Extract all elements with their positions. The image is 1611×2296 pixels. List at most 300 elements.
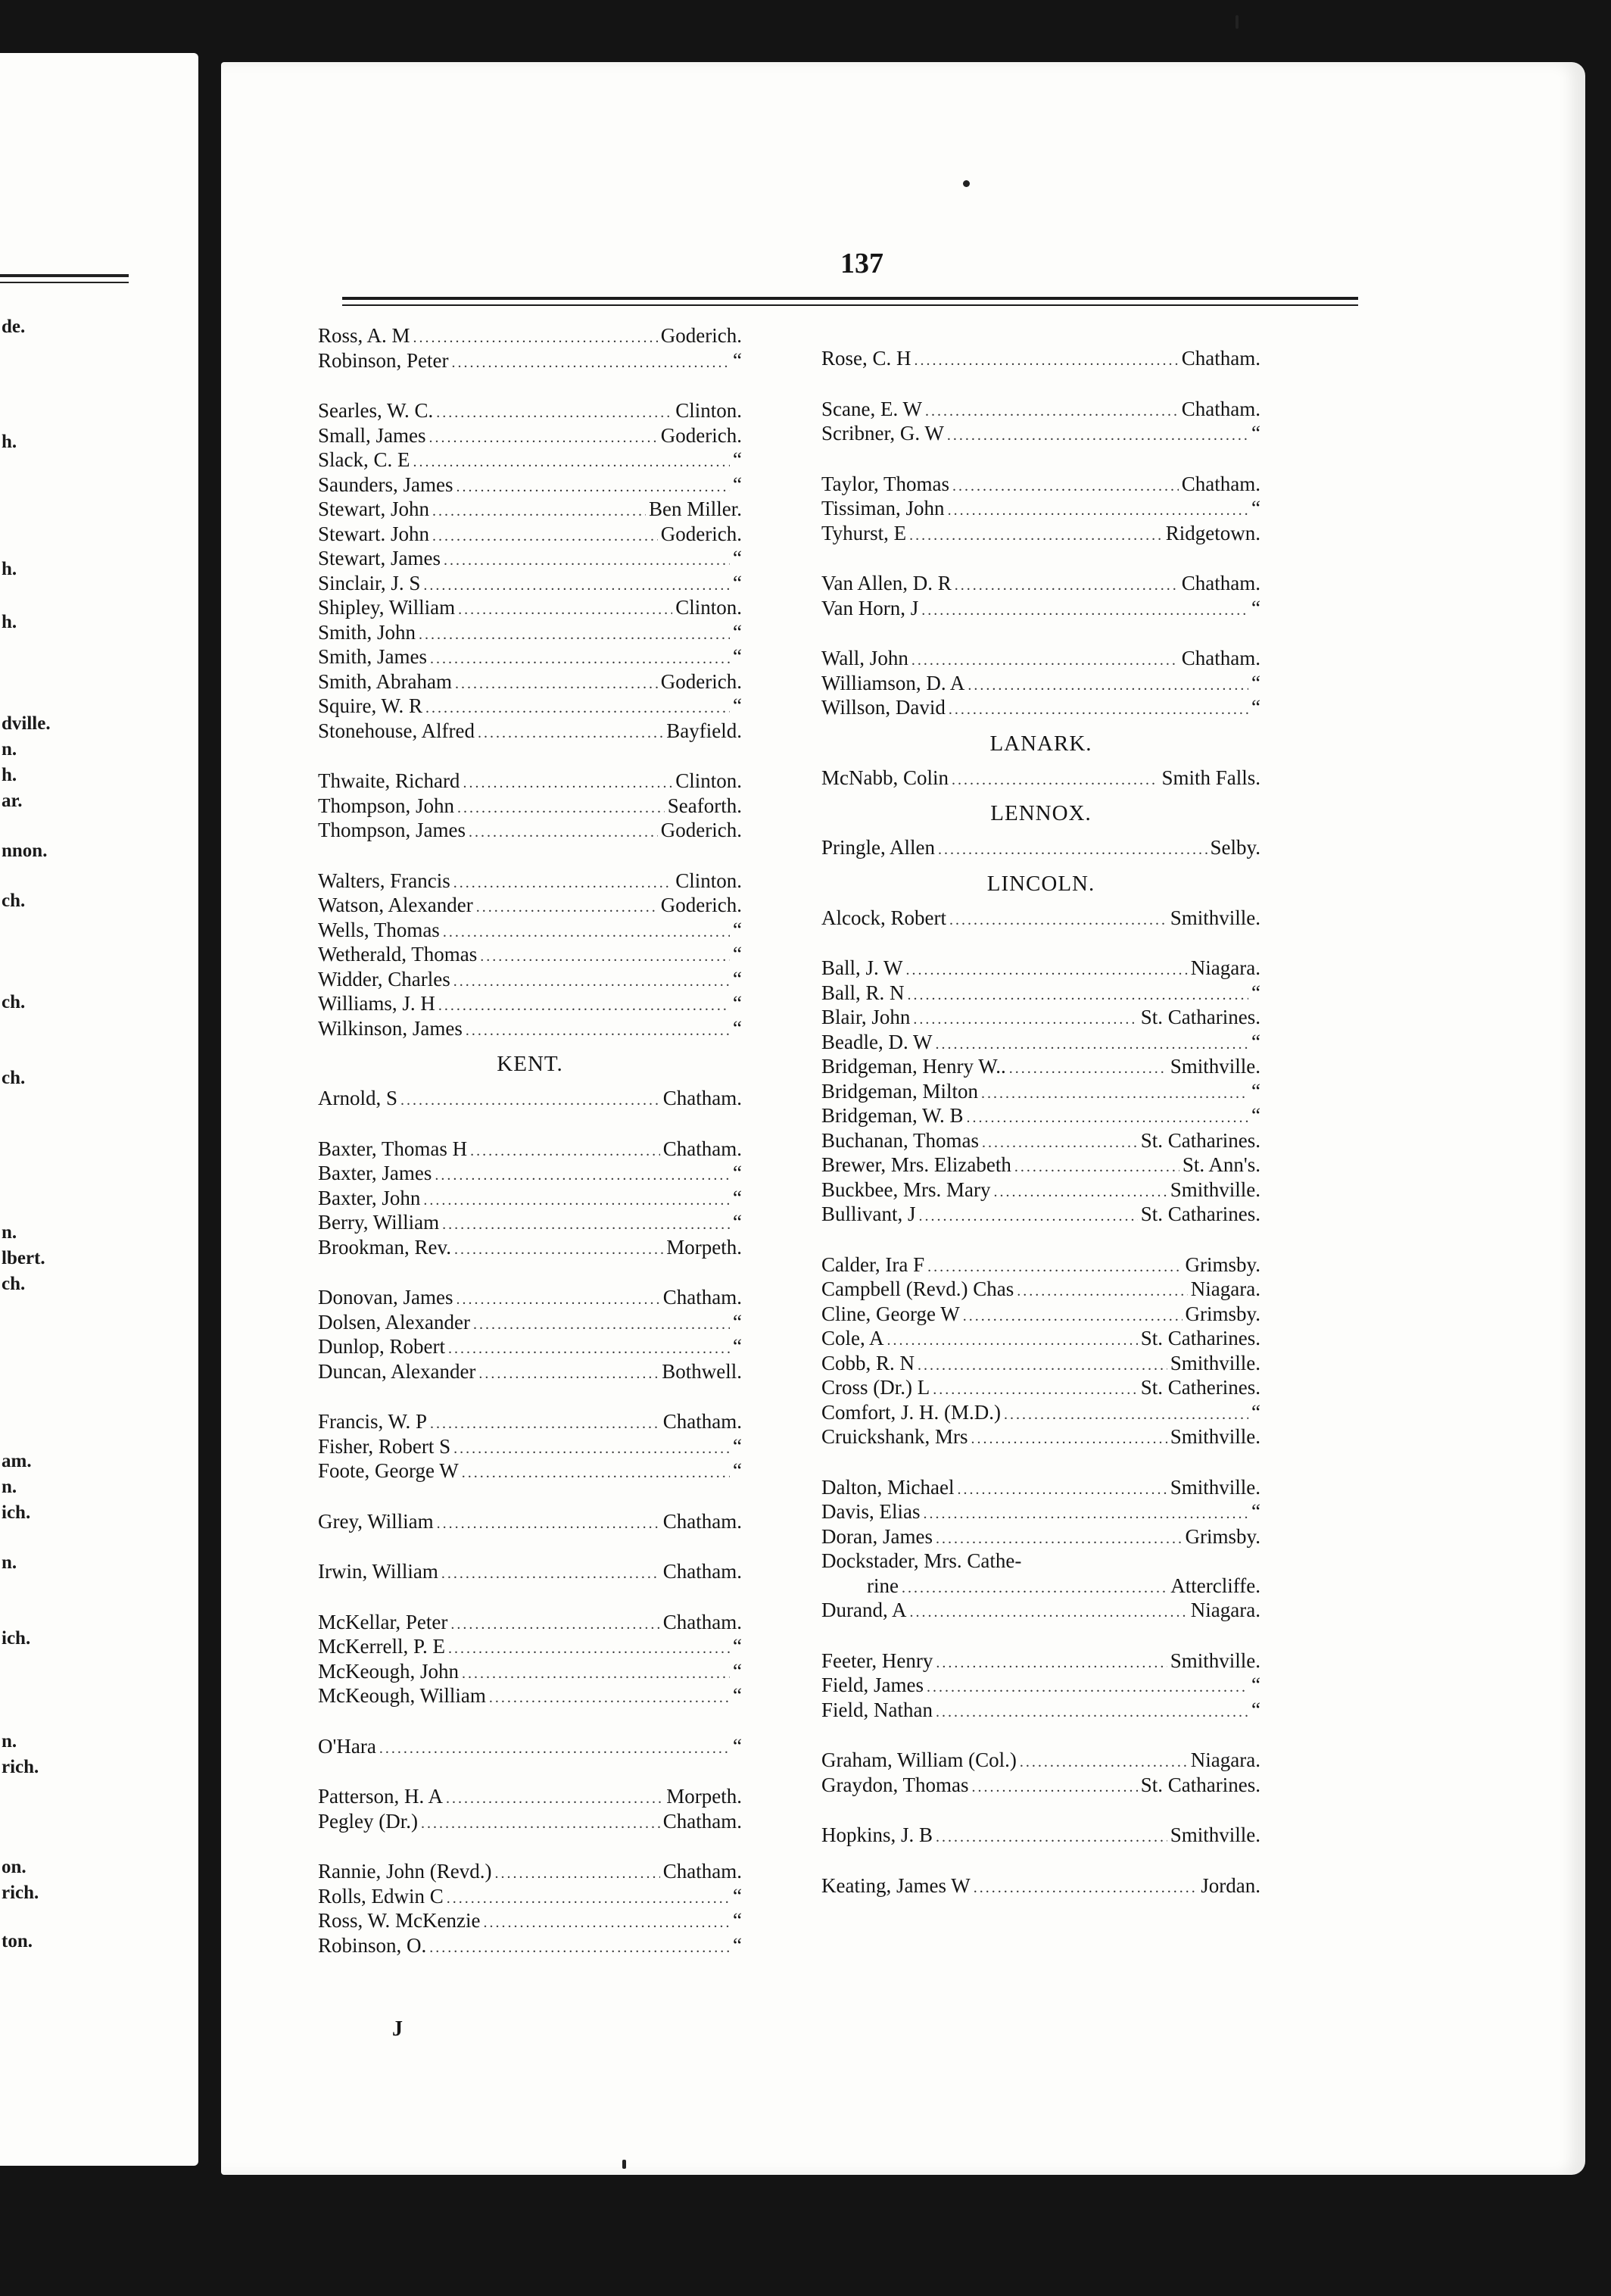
entry-name: Shipley, William	[318, 596, 456, 619]
entry-place: Niagara.	[1190, 1749, 1260, 1771]
entry-name: Scribner, G. W	[821, 422, 944, 445]
entry-place: Seaforth.	[667, 794, 742, 817]
leader-dots	[456, 1292, 659, 1307]
signature-mark: J	[392, 2017, 403, 2041]
entry-place: “	[733, 1335, 742, 1358]
entry-place: “	[733, 1684, 742, 1707]
group-spacer	[821, 1848, 1260, 1874]
leader-dots	[430, 651, 730, 666]
entry-name: Doran, James	[821, 1524, 933, 1548]
directory-entry	[318, 992, 742, 1017]
directory-entry	[821, 981, 1260, 1006]
entry-place: “	[733, 1434, 742, 1458]
entry-name: Thwaite, Richard	[318, 769, 460, 792]
directory-entry	[318, 1410, 742, 1435]
section-heading: LINCOLN.	[986, 871, 1095, 896]
directory-entry	[821, 1874, 1260, 1899]
left-page-text-fragment: lbert.	[2, 1248, 45, 1268]
entry-name: Field, James	[821, 1674, 924, 1696]
leader-dots	[457, 800, 665, 816]
directory-entry	[318, 943, 742, 968]
left-page-text-fragment: rich.	[2, 1883, 39, 1903]
directory-entry	[318, 694, 742, 719]
directory-entry	[821, 906, 1260, 931]
leader-dots	[902, 1580, 1167, 1596]
directory-entry	[821, 347, 1260, 372]
entry-name: Donovan, James	[318, 1286, 453, 1309]
entry-place: “	[1251, 1400, 1260, 1424]
leader-dots	[432, 529, 658, 544]
directory-entry	[318, 1360, 742, 1385]
leader-dots	[927, 1680, 1248, 1695]
group-spacer	[318, 1112, 742, 1137]
entry-place: Smithville.	[1170, 1351, 1260, 1374]
leader-dots	[949, 702, 1248, 717]
entry-name: McKeough, William	[318, 1684, 486, 1707]
entry-place: Chatham.	[662, 1509, 742, 1533]
leader-dots	[452, 355, 731, 370]
entry-place: Smithville.	[1170, 1823, 1260, 1846]
left-page-text-fragment: on.	[2, 1857, 26, 1877]
directory-entry	[821, 836, 1260, 861]
directory-entry	[821, 1749, 1260, 1773]
entry-place: St. Catharines.	[1140, 1773, 1260, 1796]
directory-entry	[821, 1104, 1260, 1129]
leader-dots	[1020, 1755, 1188, 1770]
entry-place: Niagara.	[1190, 956, 1260, 979]
entry-name: Baxter, John	[318, 1186, 421, 1209]
entry-place: “	[733, 1884, 742, 1908]
entry-place: Niagara.	[1190, 1277, 1260, 1300]
entry-name: Squire, W. R	[318, 694, 423, 717]
leader-dots	[432, 504, 646, 519]
entry-name: Dockstader, Mrs. Cathe-	[821, 1549, 1022, 1572]
left-page-text-fragment: n.	[2, 1477, 17, 1497]
entry-place: “	[733, 571, 742, 594]
entry-place: Grimsby.	[1185, 1524, 1260, 1548]
group-spacer	[821, 1228, 1260, 1253]
leader-dots	[974, 1880, 1198, 1895]
leader-dots	[469, 825, 658, 840]
entry-place: “	[733, 1162, 742, 1184]
directory-entry	[318, 919, 742, 944]
directory-entry	[821, 597, 1260, 622]
leader-dots	[447, 1891, 730, 1906]
entry-place: “	[733, 694, 742, 717]
entry-place: “	[733, 1016, 742, 1040]
leader-dots	[952, 479, 1179, 494]
leader-dots	[936, 1705, 1248, 1720]
directory-entry	[821, 1055, 1260, 1080]
leader-dots	[483, 1915, 730, 1930]
group-spacer	[318, 1484, 742, 1510]
leader-dots	[448, 1641, 730, 1656]
leader-dots	[413, 454, 731, 469]
leader-dots	[919, 1209, 1138, 1224]
entry-name: Rolls, Edwin C	[318, 1884, 444, 1908]
entry-place: Ridgetown.	[1165, 521, 1260, 544]
entry-place: Ben Miller.	[649, 498, 742, 520]
entry-place: “	[733, 1211, 742, 1234]
entry-name: McKellar, Peter	[318, 1610, 448, 1633]
directory-entry	[821, 398, 1260, 423]
entry-name: Cole, A	[821, 1327, 884, 1349]
left-page-text-fragment: am.	[2, 1451, 32, 1471]
entry-name: Stewart, James	[318, 547, 441, 569]
leader-dots	[936, 1655, 1167, 1671]
leader-dots	[446, 1791, 663, 1806]
leader-dots	[948, 503, 1248, 518]
directory-entry	[318, 1885, 742, 1910]
entry-place: Chatham.	[662, 1860, 742, 1883]
entry-place: “	[733, 1933, 742, 1957]
entry-place: Grimsby.	[1185, 1302, 1260, 1325]
left-page-text-fragment: n.	[2, 1731, 17, 1752]
leader-dots	[453, 974, 730, 989]
entry-place: “	[1251, 981, 1260, 1004]
section-heading: LENNOX.	[990, 801, 1092, 825]
entry-place: Morpeth.	[666, 1235, 742, 1259]
entry-name: Patterson, H. A	[318, 1785, 443, 1808]
leader-dots	[489, 1690, 730, 1705]
entry-name: rine	[867, 1574, 899, 1597]
leader-dots	[933, 1382, 1138, 1397]
entry-name: Taylor, Thomas	[821, 472, 950, 495]
entry-place: Clinton.	[675, 769, 742, 792]
entry-place: Chatham.	[1181, 572, 1260, 594]
left-page-text-fragment: ch.	[2, 1274, 26, 1294]
group-spacer	[318, 1534, 742, 1560]
right-column	[821, 347, 1260, 1898]
directory-entry	[318, 1087, 742, 1112]
leader-dots	[438, 998, 730, 1013]
entry-place: St. Ann's.	[1182, 1153, 1260, 1176]
entry-name: Duncan, Alexander	[318, 1359, 476, 1383]
leader-dots	[423, 1193, 730, 1208]
directory-entry	[318, 1909, 742, 1934]
entry-place: “	[1251, 1104, 1260, 1127]
entry-place: “	[733, 1459, 742, 1482]
group-spacer	[821, 1798, 1260, 1823]
leader-dots	[963, 1309, 1183, 1324]
directory-entry	[821, 1401, 1260, 1426]
directory-entry	[821, 1500, 1260, 1525]
entry-name: Berry, William	[318, 1211, 440, 1234]
left-page-text-fragment: h.	[2, 765, 17, 785]
entry-name: Hopkins, J. B	[821, 1823, 933, 1846]
directory-entry	[821, 1302, 1260, 1327]
entry-place: “	[1251, 1674, 1260, 1696]
entry-place: Niagara.	[1190, 1599, 1260, 1621]
directory-entry	[318, 645, 742, 670]
entry-name: Baxter, James	[318, 1162, 432, 1184]
group-spacer	[318, 744, 742, 769]
entry-name: Graham, William (Col.)	[821, 1749, 1017, 1771]
entry-name: Ross, A. M	[318, 324, 410, 347]
entry-place: “	[733, 1909, 742, 1932]
entry-place: “	[733, 1186, 742, 1209]
entry-name: Graydon, Thomas	[821, 1773, 969, 1796]
entry-name: Thompson, James	[318, 819, 466, 841]
left-page-text-fragment: ch.	[2, 1068, 26, 1088]
left-page-fragments	[0, 53, 198, 2166]
entry-place: Clinton.	[675, 869, 742, 892]
group-spacer	[821, 931, 1260, 956]
entry-name: Stewart, John	[318, 498, 429, 520]
directory-entry	[821, 572, 1260, 597]
entry-name: Dalton, Michael	[821, 1475, 955, 1499]
group-spacer	[318, 844, 742, 869]
left-page-text-fragment: nnon.	[2, 841, 48, 861]
entry-name: Francis, W. P	[318, 1410, 428, 1433]
entry-place: Goderich.	[660, 522, 742, 545]
group-spacer	[821, 447, 1260, 473]
directory-entry	[318, 670, 742, 695]
entry-place: “	[1251, 1500, 1260, 1523]
entry-name: Buchanan, Thomas	[821, 1128, 979, 1152]
entry-place: St. Catharines.	[1140, 1327, 1260, 1349]
leader-dots	[473, 1317, 730, 1332]
entry-name: Williamson, D. A	[821, 671, 965, 694]
left-page-text-fragment: ch.	[2, 992, 26, 1012]
leader-dots	[911, 653, 1179, 668]
entry-place: Smithville.	[1170, 906, 1260, 929]
entry-name: Wall, John	[821, 647, 908, 669]
leader-dots	[957, 1482, 1167, 1497]
directory-entry	[821, 1277, 1260, 1302]
leader-dots	[909, 528, 1163, 543]
directory-entry	[821, 696, 1260, 721]
directory-entry	[821, 1031, 1260, 1056]
directory-entry	[821, 1203, 1260, 1228]
leader-dots	[429, 430, 658, 445]
entry-place: “	[1251, 497, 1260, 519]
directory-entry	[318, 1660, 742, 1685]
directory-entry	[318, 1810, 742, 1835]
leader-dots	[456, 479, 730, 494]
directory-entry	[318, 1459, 742, 1484]
left-page-text-fragment: h.	[2, 612, 17, 632]
entry-place: Chatham.	[662, 1087, 742, 1109]
entry-place: “	[1251, 422, 1260, 445]
leader-dots	[1009, 1061, 1167, 1076]
directory-entry	[318, 1560, 742, 1585]
entry-name: Brookman, Rev.	[318, 1235, 451, 1259]
entry-place: Chatham.	[662, 1809, 742, 1833]
leader-dots	[442, 1217, 730, 1232]
leader-dots	[430, 1416, 660, 1431]
entry-name: Van Horn, J	[821, 596, 919, 619]
entry-name: Rannie, John (Revd.)	[318, 1860, 492, 1883]
leader-dots	[1004, 1407, 1248, 1422]
ink-speck	[622, 2160, 626, 2169]
directory-entry	[318, 498, 742, 523]
entry-name: Smith, James	[318, 645, 428, 668]
entry-name: Wetherald, Thomas	[318, 943, 478, 966]
directory-entry	[318, 1211, 742, 1236]
entry-name: McNabb, Colin	[821, 766, 949, 789]
directory-entry	[318, 1017, 742, 1042]
directory-entry	[318, 1137, 742, 1162]
entry-place: Selby.	[1210, 836, 1260, 859]
directory-entry	[318, 448, 742, 473]
leader-dots	[947, 428, 1248, 443]
entry-place: St. Catharines.	[1140, 1006, 1260, 1028]
directory-entry	[318, 794, 742, 819]
directory-entry	[821, 1253, 1260, 1278]
leader-dots	[981, 1086, 1248, 1101]
leader-dots	[444, 553, 730, 568]
entry-place: Goderich.	[660, 423, 742, 447]
group-spacer	[318, 1260, 742, 1286]
entry-place: “	[1251, 1030, 1260, 1053]
entry-name: Cross (Dr.) L	[821, 1376, 930, 1399]
entry-name: Beadle, D. W	[821, 1030, 933, 1053]
leader-dots	[462, 1465, 730, 1480]
entry-name: Dunlop, Robert	[318, 1335, 445, 1358]
entry-name: Cruickshank, Mrs	[821, 1425, 968, 1448]
directory-entry	[821, 1129, 1260, 1154]
group-spacer	[821, 1723, 1260, 1749]
entry-name: Pringle, Allen	[821, 836, 935, 859]
entry-place: “	[733, 473, 742, 496]
directory-entry	[821, 1376, 1260, 1401]
left-page-text-fragment: n.	[2, 1552, 17, 1573]
entry-name: Robinson, O.	[318, 1933, 427, 1957]
group-spacer	[821, 1450, 1260, 1476]
group-spacer	[821, 372, 1260, 398]
directory-entry	[318, 596, 742, 621]
entry-name: Watson, Alexander	[318, 894, 473, 916]
directory-entry	[318, 424, 742, 449]
entry-name: Feeter, Henry	[821, 1649, 933, 1672]
entry-name: Scane, E. W	[821, 397, 922, 420]
group-spacer	[318, 1709, 742, 1735]
directory-entry	[318, 1735, 742, 1760]
entry-name: Thompson, John	[318, 794, 455, 817]
entry-place: St. Catherines.	[1140, 1376, 1260, 1399]
group-spacer	[318, 1834, 742, 1860]
entry-place: Bothwell.	[662, 1359, 742, 1383]
entry-place: Smithville.	[1170, 1649, 1260, 1672]
leader-dots	[478, 1366, 659, 1381]
leader-dots	[909, 1605, 1187, 1620]
leader-dots	[938, 842, 1207, 857]
directory-entry	[318, 1785, 742, 1810]
directory-entry	[318, 1286, 742, 1311]
entry-name: Bullivant, J	[821, 1203, 916, 1225]
leader-dots	[480, 949, 730, 964]
entry-place: Chatham.	[662, 1610, 742, 1633]
directory-entry	[318, 523, 742, 547]
entry-name: Wilkinson, James	[318, 1016, 463, 1040]
leader-dots	[927, 1259, 1182, 1274]
entry-name: Stonehouse, Alfred	[318, 719, 475, 742]
entry-place: Goderich.	[660, 819, 742, 841]
leader-dots	[476, 900, 658, 915]
directory-entry	[821, 1574, 1260, 1599]
page-number: 137	[840, 248, 883, 279]
leader-dots	[450, 1617, 659, 1632]
entry-place: Chatham.	[1181, 397, 1260, 420]
directory-entry	[318, 1335, 742, 1360]
entry-place: “	[1251, 1079, 1260, 1103]
leader-dots	[949, 912, 1167, 928]
entry-place: St. Catharines.	[1140, 1128, 1260, 1152]
entry-name: Brewer, Mrs. Elizabeth	[821, 1153, 1011, 1176]
directory-entry	[821, 1153, 1260, 1178]
entry-place: Clinton.	[675, 596, 742, 619]
section-heading: LANARK.	[989, 731, 1092, 756]
directory-entry	[318, 1635, 742, 1660]
entry-name: Field, Nathan	[821, 1698, 933, 1721]
leader-dots	[421, 1816, 660, 1831]
directory-entry	[821, 766, 1260, 791]
entry-name: Irwin, William	[318, 1560, 438, 1583]
leader-dots	[906, 962, 1188, 978]
leader-dots	[453, 1441, 730, 1456]
entry-name: Calder, Ira F	[821, 1253, 925, 1276]
section-heading: KENT.	[497, 1052, 563, 1076]
leader-dots	[1017, 1284, 1188, 1299]
entry-name: Grey, William	[318, 1509, 434, 1533]
leader-dots	[1014, 1159, 1179, 1175]
entry-name: Foote, George W	[318, 1459, 459, 1482]
entry-name: Wells, Thomas	[318, 918, 440, 941]
leader-dots	[425, 700, 730, 716]
left-page-text-fragment: ich.	[2, 1628, 31, 1649]
directory-entry	[318, 719, 742, 744]
left-page-text-fragment: de.	[2, 317, 26, 337]
ink-speck	[963, 180, 970, 187]
leader-dots	[936, 1531, 1183, 1546]
entry-name: McKerrell, P. E	[318, 1635, 445, 1658]
directory-entry	[318, 621, 742, 646]
directory-entry	[821, 1525, 1260, 1550]
leader-dots	[967, 1110, 1249, 1125]
directory-entry	[821, 1006, 1260, 1031]
leader-dots	[437, 1516, 660, 1531]
entry-name: Buckbee, Mrs. Mary	[821, 1178, 991, 1201]
directory-entry	[821, 473, 1260, 498]
directory-entry	[821, 1178, 1260, 1203]
entry-name: Davis, Elias	[821, 1500, 921, 1523]
entry-name: Campbell (Revd.) Chas	[821, 1277, 1014, 1300]
directory-entry	[821, 1599, 1260, 1624]
leader-dots	[448, 1341, 730, 1356]
entry-place: Smithville.	[1170, 1055, 1260, 1078]
leader-dots	[918, 1358, 1167, 1373]
entry-name: Slack, C. E	[318, 448, 410, 471]
leader-dots	[921, 603, 1248, 618]
left-page-text-fragment: n.	[2, 739, 17, 760]
entry-place: Smith Falls.	[1161, 766, 1260, 789]
directory-entry	[318, 819, 742, 844]
leader-dots	[441, 1566, 660, 1581]
entry-place: “	[733, 943, 742, 966]
entry-name: Williams, J. H	[318, 992, 435, 1015]
directory-entry	[318, 894, 742, 919]
directory-entry	[821, 1549, 1260, 1574]
entry-name: Tyhurst, E	[821, 521, 907, 544]
directory-entry	[318, 547, 742, 572]
entry-place: “	[733, 918, 742, 941]
entry-name: Robinson, Peter	[318, 348, 449, 372]
entry-place: “	[733, 1635, 742, 1658]
directory-entry	[821, 1649, 1260, 1674]
entry-place: Chatham.	[662, 1286, 742, 1309]
leader-dots	[955, 578, 1179, 593]
